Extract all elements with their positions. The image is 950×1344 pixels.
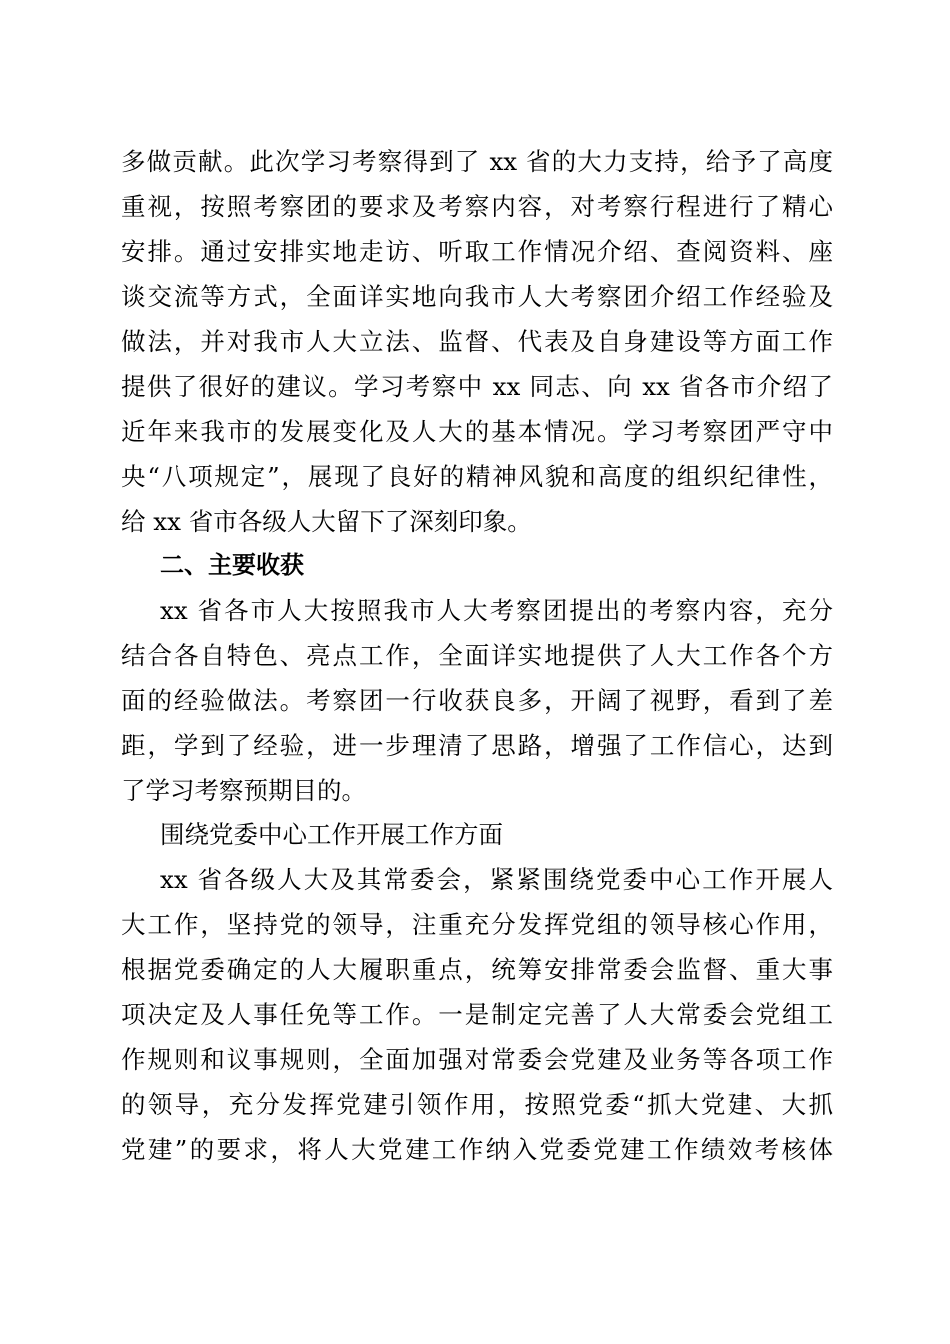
- paragraph-1-line-1: 多做贡献。此次学习考察得到了 xx 省的大力支持，给予了高度: [121, 147, 833, 176]
- paragraph-1-line-2: 重视，按照考察团的要求及考察内容，对考察行程进行了精心: [121, 192, 833, 221]
- paragraph-1-line-4: 谈交流等方式，全面详实地向我市人大考察团介绍工作经验及: [121, 282, 833, 311]
- paragraph-2-line-1: xx 省各市人大按照我市人大考察团提出的考察内容，充分: [160, 596, 833, 625]
- paragraph-3-line-5: 作规则和议事规则，全面加强对常委会党建及业务等各项工作: [121, 1045, 833, 1074]
- paragraph-2-line-3: 面的经验做法。考察团一行收获良多，开阔了视野，看到了差: [121, 686, 833, 715]
- paragraph-1-line-7: 近年来我市的发展变化及人大的基本情况。学习考察团严守中: [121, 417, 833, 446]
- paragraph-2-line-4: 距，学到了经验，进一步理清了思路，增强了工作信心，达到: [121, 731, 833, 760]
- paragraph-3-line-4: 项决定及人事任免等工作。一是制定完善了人大常委会党组工: [121, 1000, 833, 1029]
- paragraph-1-line-8: 央“八项规定”，展现了良好的精神风貌和高度的组织纪律性，: [121, 462, 833, 491]
- paragraph-1-line-9: 给 xx 省市各级人大留下了深刻印象。: [121, 507, 532, 536]
- paragraph-2-line-2: 结合各自特色、亮点工作，全面详实地提供了人大工作各个方: [121, 641, 833, 670]
- paragraph-1-line-5: 做法，并对我市人大立法、监督、代表及自身建设等方面工作: [121, 327, 833, 356]
- paragraph-1-line-3: 安排。通过安排实地走访、听取工作情况介绍、查阅资料、座: [121, 237, 833, 266]
- paragraph-2-line-5: 了学习考察预期目的。: [121, 776, 366, 805]
- paragraph-3-line-7: 党建”的要求，将人大党建工作纳入党委党建工作绩效考核体: [121, 1135, 833, 1164]
- paragraph-3-line-2: 大工作，坚持党的领导，注重充分发挥党组的领导核心作用，: [121, 910, 833, 939]
- section-heading: 二、主要收获: [160, 551, 304, 579]
- paragraph-3-line-1: xx 省各级人大及其常委会，紧紧围绕党委中心工作开展人: [160, 865, 833, 894]
- subsection-heading: 围绕党委中心工作开展工作方面: [160, 820, 503, 849]
- paragraph-3-line-6: 的领导，充分发挥党建引领作用，按照党委“抓大党建、大抓: [121, 1090, 833, 1119]
- paragraph-1-line-6: 提供了很好的建议。学习考察中 xx 同志、向 xx 省各市介绍了: [121, 372, 833, 401]
- paragraph-3-line-3: 根据党委确定的人大履职重点，统筹安排常委会监督、重大事: [121, 955, 833, 984]
